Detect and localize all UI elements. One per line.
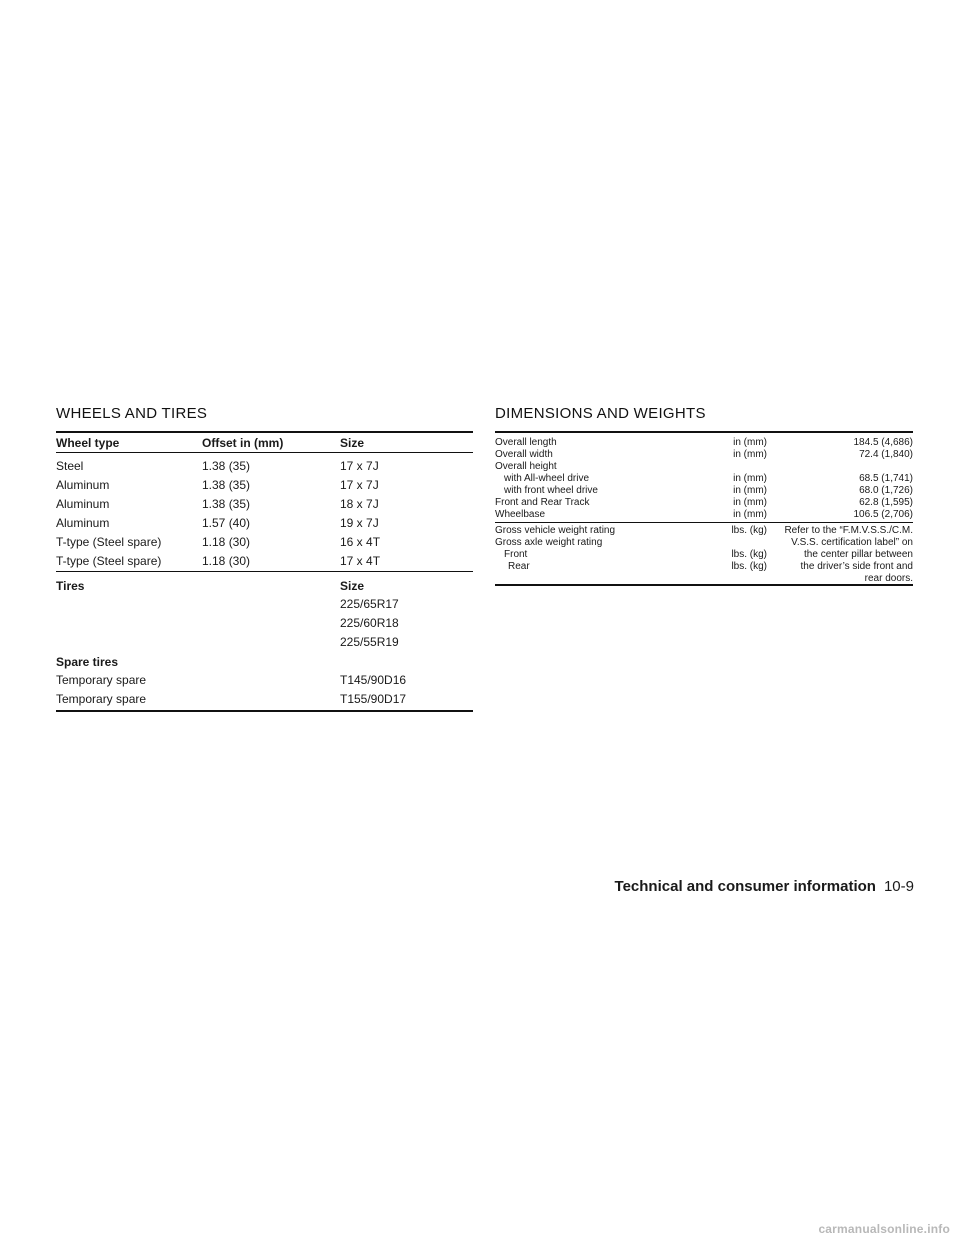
dim-label: Overall length (495, 437, 557, 448)
table-row (56, 457, 473, 476)
size-cell: 16 x 4T (340, 535, 381, 549)
watermark: carmanualsonline.info (818, 1222, 950, 1236)
size-cell: 19 x 7J (340, 516, 379, 530)
offset-cell: 1.38 (35) (202, 497, 251, 511)
table-row (495, 473, 913, 485)
page-number: 10-9 (883, 878, 914, 895)
wheels-table (56, 431, 473, 712)
table-row (495, 485, 913, 497)
spare-row (56, 671, 473, 690)
footer-chapter-title: Technical and consumer information (614, 878, 876, 895)
weight-label: Front (504, 549, 528, 560)
dimensions-table (495, 431, 913, 586)
dim-value: 68.5 (1,741) (859, 473, 913, 484)
weight-note (763, 525, 913, 585)
dim-value: 184.5 (4,686) (853, 437, 913, 448)
dim-label: Overall height (495, 461, 557, 472)
dim-value: 68.0 (1,726) (859, 485, 913, 496)
size-cell: 17 x 4T (340, 554, 381, 568)
dim-value: 106.5 (2,706) (853, 509, 913, 520)
size-cell: 18 x 7J (340, 497, 379, 511)
table-row (56, 476, 473, 495)
table-row (56, 514, 473, 533)
spare-type-cell: Temporary spare (56, 673, 147, 687)
dim-unit: in (mm) (733, 485, 767, 496)
offset-cell: 1.57 (40) (202, 516, 251, 530)
offset-cell: 1.38 (35) (202, 459, 251, 473)
wheel-type-cell: Aluminum (56, 497, 110, 511)
spare-size-cell: T155/90D17 (340, 692, 407, 706)
tire-size-row (56, 614, 473, 633)
spare-tires-label: Spare tires (56, 655, 119, 669)
weight-label: Gross vehicle weight rating (495, 525, 616, 536)
tires-size-label: Size (340, 579, 365, 593)
dim-label: with All-wheel drive (504, 473, 590, 484)
wheel-type-cell: Aluminum (56, 478, 110, 492)
wheel-type-cell: Steel (56, 459, 84, 473)
weight-unit: lbs. (kg) (731, 561, 767, 572)
table-row (56, 533, 473, 552)
dim-unit: in (mm) (733, 497, 767, 508)
dim-unit: in (mm) (733, 437, 767, 448)
size-cell: 17 x 7J (340, 478, 379, 492)
weight-label: Rear (508, 561, 530, 572)
table-bottom-rule (56, 710, 473, 712)
table-row (495, 461, 913, 473)
table-row (56, 495, 473, 514)
spare-tires-header-row (56, 652, 473, 671)
dim-label: Front and Rear Track (495, 497, 590, 508)
size-cell: 17 x 7J (340, 459, 379, 473)
dim-value: 72.4 (1,840) (859, 449, 913, 460)
offset-cell: 1.18 (30) (202, 535, 251, 549)
dim-unit: in (mm) (733, 449, 767, 460)
tires-label: Tires (56, 579, 85, 593)
weight-note-line: the center pillar between (804, 549, 913, 560)
header-wheel-type: Wheel type (56, 436, 120, 450)
dim-unit: in (mm) (733, 509, 767, 520)
tires-header-row (56, 576, 473, 595)
weight-unit: lbs. (kg) (731, 525, 767, 536)
weight-note-line: Refer to the “F.M.V.S.S./C.M. (784, 525, 913, 536)
wheel-type-cell: T-type (Steel spare) (56, 554, 162, 568)
dimensions-section-title: DIMENSIONS AND WEIGHTS (495, 405, 706, 422)
table-row (495, 449, 913, 461)
weight-label: Gross axle weight rating (495, 537, 603, 548)
wheel-type-cell: Aluminum (56, 516, 110, 530)
dim-label: with front wheel drive (504, 485, 598, 496)
weight-note-line: the driver’s side front and (800, 561, 913, 572)
tire-size-cell: 225/60R18 (340, 616, 399, 630)
spare-row (56, 690, 473, 709)
wheels-section-title: WHEELS AND TIRES (56, 405, 208, 422)
wheel-type-cell: T-type (Steel spare) (56, 535, 162, 549)
weight-unit: lbs. (kg) (731, 549, 767, 560)
dim-unit: in (mm) (733, 473, 767, 484)
weights-block (495, 525, 913, 585)
tire-size-cell: 225/55R19 (340, 635, 399, 649)
dim-label: Overall width (495, 449, 553, 460)
tire-size-row (56, 633, 473, 652)
spare-type-cell: Temporary spare (56, 692, 147, 706)
offset-cell: 1.18 (30) (202, 554, 251, 568)
table-row (495, 509, 913, 521)
dim-label: Wheelbase (495, 509, 546, 520)
wheels-header-row (56, 433, 473, 452)
dim-value: 62.8 (1,595) (859, 497, 913, 508)
weight-note-line: rear doors. (864, 573, 913, 584)
weight-note-line: V.S.S. certification label” on (791, 537, 913, 548)
tire-size-row (56, 595, 473, 614)
table-row (495, 437, 913, 449)
tire-size-cell: 225/65R17 (340, 597, 399, 611)
page-footer (615, 878, 914, 895)
table-row (56, 552, 473, 571)
header-size: Size (340, 436, 365, 450)
spare-size-cell: T145/90D16 (340, 673, 407, 687)
table-row (495, 497, 913, 509)
header-offset: Offset in (mm) (202, 436, 284, 450)
offset-cell: 1.38 (35) (202, 478, 251, 492)
